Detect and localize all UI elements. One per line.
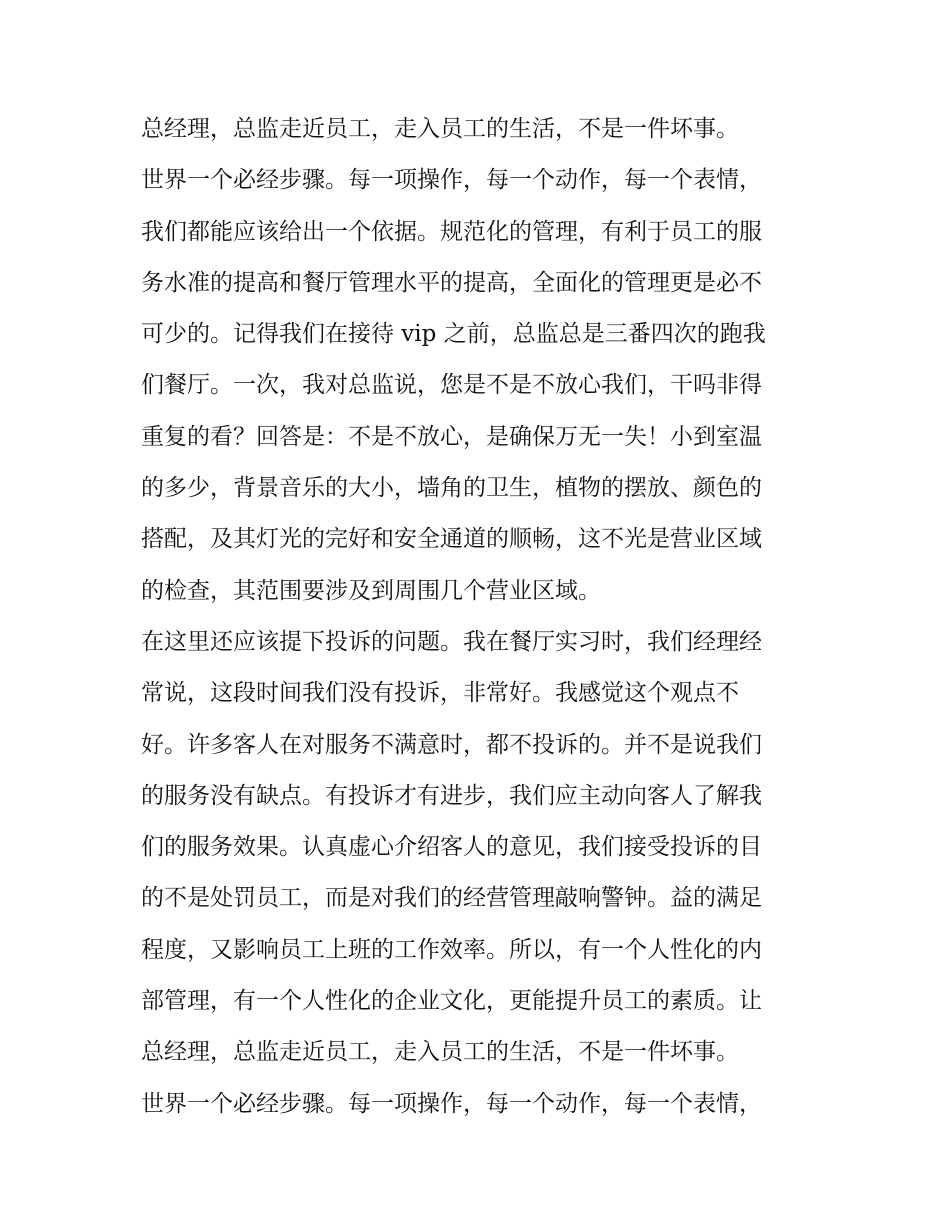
text-line: 的检查，其范围要涉及到周围几个营业区域。 bbox=[141, 577, 601, 604]
text-line: 在这里还应该提下投诉的问题。我在餐厅实习时，我们经理经 bbox=[141, 628, 762, 655]
text-line: 务水准的提高和餐厅管理水平的提高，全面化的管理更是必不 bbox=[141, 269, 762, 296]
text-line: 的服务没有缺点。有投诉才有进步，我们应主动向客人了解我 bbox=[141, 782, 762, 809]
text-line: 常说，这段时间我们没有投诉，非常好。我感觉这个观点不 bbox=[141, 680, 739, 707]
text-line: 的多少，背景音乐的大小，墙角的卫生，植物的摆放、颜色的 bbox=[141, 475, 762, 502]
text-line: 好。许多客人在对服务不满意时，都不投诉的。并不是说我们 bbox=[141, 731, 762, 758]
text-line: 部管理，有一个人性化的企业文化，更能提升员工的素质。让 bbox=[141, 988, 762, 1015]
text-line: 我们都能应该给出一个依据。规范化的管理，有利于员工的服 bbox=[141, 218, 762, 245]
text-line: 总经理，总监走近员工，走入员工的生活，不是一件坏事。 bbox=[141, 1039, 739, 1066]
text-line: 世界一个必经步骤。每一项操作，每一个动作，每一个表情， bbox=[141, 167, 762, 194]
body-text bbox=[141, 111, 831, 1137]
text-line: 可少的。记得我们在接待 vip 之前，总监总是三番四次的跑我 bbox=[141, 321, 766, 348]
text-line: 搭配，及其灯光的完好和安全通道的顺畅，这不光是营业区域 bbox=[141, 526, 762, 553]
text-line: 的不是处罚员工，而是对我们的经营管理敲响警钟。益的满足 bbox=[141, 885, 762, 912]
text-line: 总经理，总监走近员工，走入员工的生活，不是一件坏事。 bbox=[141, 116, 739, 142]
text-line: 世界一个必经步骤。每一项操作，每一个动作，每一个表情， bbox=[141, 1090, 762, 1117]
text-line: 们的服务效果。认真虚心介绍客人的意见，我们接受投诉的目 bbox=[141, 834, 762, 861]
text-line: 们餐厅。一次，我对总监说，您是不是不放心我们，干吗非得 bbox=[141, 372, 762, 399]
text-line: 程度，又影响员工上班的工作效率。所以，有一个人性化的内 bbox=[141, 936, 762, 963]
text-line: 重复的看？回答是：不是不放心，是确保万无一失！小到室温 bbox=[141, 423, 762, 450]
